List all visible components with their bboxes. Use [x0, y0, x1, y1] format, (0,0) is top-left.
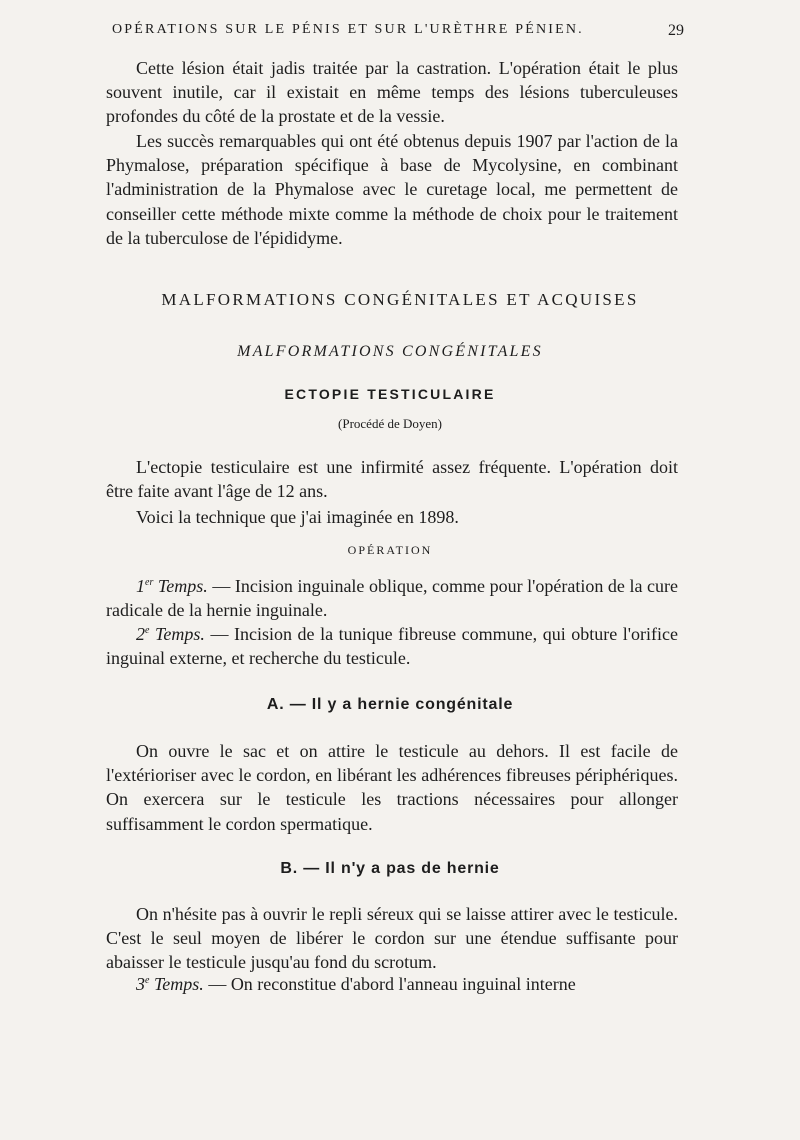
- section-title: MALFORMATIONS CONGÉNITALES ET ACQUISES: [161, 290, 639, 309]
- case-b-heading: B. — Il n'y a pas de hernie: [280, 860, 500, 877]
- case-a-paragraph: On ouvre le sac et on attire le testicule au dehors. Il est facile de l'extérioriser avec le cordon, en libérant les adhérences fibreuses périphériques. On exercera sur le testicule les tractions nécessaires pour allonger suffisamment le cordon spermatique.: [106, 741, 678, 834]
- running-head: OPÉRATIONS SUR LE PÉNIS ET SUR L'URÈTHRE PÉNIEN.: [112, 22, 584, 37]
- chapter-title: ECTOPIE TESTICULAIRE: [284, 386, 496, 402]
- paragraph-ectopie-intro: L'ectopie testiculaire est une infirmité assez fréquente. L'opération doit être faite avant l'âge de 12 ans.: [106, 457, 678, 502]
- step-2-text: — Incision de la tunique fibreuse commune, qui obture l'orifice inguinal externe, et recherche du testicule.: [106, 624, 679, 669]
- procedure-note: (Procédé de Doyen): [338, 416, 442, 431]
- step-3-label: Temps.: [153, 974, 204, 994]
- step-1-number: 1er: [136, 576, 154, 596]
- operation-heading: OPÉRATION: [347, 543, 433, 557]
- subsection-title: MALFORMATIONS CONGÉNITALES: [237, 343, 543, 360]
- step-3-text: — On reconstitue d'abord l'anneau inguinal interne: [208, 974, 576, 994]
- paragraph-castration: Cette lésion était jadis traitée par la castration. L'opération était le plus souvent inutile, car il existait en même temps des lésions tuberculeuses profondes du côté de la prostate et de la vessie.: [106, 58, 678, 127]
- step-1-text: — Incision inguinale oblique, comme pour l'opération de la cure radicale de la hernie inguinale.: [106, 576, 678, 621]
- step-2-label: Temps.: [155, 624, 205, 644]
- paragraph-phymalose: Les succès remarquables qui ont été obtenus depuis 1907 par l'action de la Phymalose, préparation spécifique à base de Mycolysine, en combinant l'administration de la Phymalose avec le curetage local, me permettent de conseiller cette méthode mixte comme la méthode de choix pour le traitement de la tuberculose de l'épididyme.: [106, 131, 678, 248]
- case-a-heading: A. — Il y a hernie congénitale: [266, 696, 514, 713]
- step-2-number: 2e: [136, 624, 150, 644]
- page-number: 29: [668, 22, 684, 39]
- step-1-label: Temps.: [157, 576, 208, 596]
- case-b-paragraph: On n'hésite pas à ouvrir le repli séreux qui se laisse attirer avec le testicule. C'est le seul moyen de libérer le cordon sur une étendue suffisante pour abaisser le testicule jusqu'au fond du scrotum.: [106, 904, 678, 973]
- step-2-paragraph: [106, 622, 678, 670]
- step-1-paragraph: [106, 574, 678, 622]
- step-3-paragraph: [106, 972, 678, 996]
- paragraph-technique: Voici la technique que j'ai imaginée en 1898.: [136, 507, 459, 527]
- step-3-number: 3e: [136, 974, 150, 994]
